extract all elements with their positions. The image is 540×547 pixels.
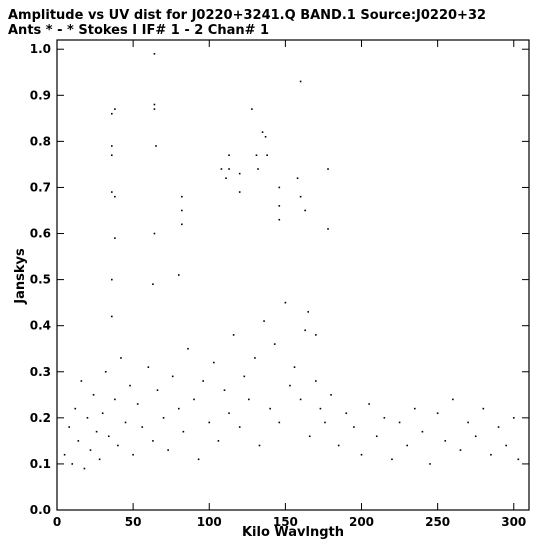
data-point [467, 422, 469, 424]
x-tick-label: 100 [196, 515, 222, 529]
data-point [198, 459, 200, 461]
data-point [327, 228, 329, 230]
data-point [141, 426, 143, 428]
data-point [111, 113, 113, 115]
data-point [114, 108, 116, 110]
data-point [483, 408, 485, 410]
data-point [178, 274, 180, 276]
plot-frame [57, 40, 529, 510]
data-point [256, 154, 258, 156]
x-tick-label: 150 [272, 515, 298, 529]
y-tick-label: 0.8 [29, 134, 51, 149]
y-tick-label: 0.0 [29, 503, 51, 517]
data-point [239, 426, 241, 428]
data-point [263, 320, 265, 322]
data-point [84, 468, 86, 470]
x-tick-label: 200 [348, 515, 375, 529]
data-point [257, 168, 259, 170]
data-point [117, 445, 119, 447]
data-point [208, 422, 210, 424]
data-point [248, 399, 250, 401]
chart-title: Amplitude vs UV dist for J0220+3241.Q BAND.1 Source:J0220+32 [8, 8, 487, 23]
data-point [87, 417, 89, 419]
data-point [300, 196, 302, 198]
data-point [307, 311, 309, 313]
data-point [155, 145, 157, 147]
data-point [391, 459, 393, 461]
data-point [111, 154, 113, 156]
data-point [315, 380, 317, 382]
y-tick-label: 0.1 [29, 456, 51, 471]
data-point [294, 366, 296, 368]
data-point [254, 357, 256, 359]
data-point [108, 435, 110, 437]
data-point [233, 334, 235, 336]
data-point [399, 422, 401, 424]
data-point [78, 440, 80, 442]
data-point [105, 371, 107, 373]
data-point [518, 459, 520, 461]
data-point [172, 376, 174, 378]
x-tick-label: 250 [425, 515, 451, 529]
y-tick-label: 0.4 [29, 318, 51, 333]
y-axis-label: Janskys [13, 248, 28, 304]
data-point [148, 366, 150, 368]
data-point [228, 412, 230, 414]
data-point [202, 380, 204, 382]
data-point [330, 394, 332, 396]
y-tick-label: 0.9 [29, 88, 51, 103]
data-point [228, 168, 230, 170]
data-point [505, 445, 507, 447]
data-point [125, 422, 127, 424]
y-tick-label: 0.2 [29, 410, 51, 425]
data-point [213, 362, 215, 364]
data-point [274, 343, 276, 345]
data-point [181, 196, 183, 198]
y-tick-label: 1.0 [29, 42, 51, 57]
data-point [71, 463, 73, 465]
data-point [444, 440, 446, 442]
data-point [154, 233, 156, 235]
data-point [154, 104, 156, 106]
data-point [157, 389, 159, 391]
data-point [96, 431, 98, 433]
data-point [262, 131, 264, 133]
data-point [414, 408, 416, 410]
data-point [406, 445, 408, 447]
data-point [376, 435, 378, 437]
data-point [81, 380, 83, 382]
y-tick-label: 0.3 [29, 364, 51, 379]
data-point [154, 53, 156, 55]
data-point [178, 408, 180, 410]
data-point [90, 449, 92, 451]
data-point [221, 168, 223, 170]
data-point [99, 459, 101, 461]
data-point [279, 422, 281, 424]
data-point [163, 417, 165, 419]
x-axis-label: Kilo Wavlngth [241, 525, 345, 540]
x-tick-label: 50 [124, 515, 142, 529]
data-point [324, 422, 326, 424]
data-point [259, 445, 261, 447]
data-point [300, 399, 302, 401]
data-point [218, 440, 220, 442]
data-point [64, 454, 66, 456]
data-point [384, 417, 386, 419]
data-point [266, 154, 268, 156]
data-point [279, 219, 281, 221]
data-point [279, 205, 281, 207]
data-point [490, 454, 492, 456]
data-point [187, 348, 189, 350]
data-point [68, 426, 70, 428]
data-point [111, 145, 113, 147]
data-point [183, 431, 185, 433]
data-point [429, 463, 431, 465]
data-point [309, 435, 311, 437]
data-point [154, 108, 156, 110]
data-point [304, 210, 306, 212]
data-point [297, 177, 299, 179]
data-point [111, 316, 113, 318]
data-point [228, 154, 230, 156]
data-point [452, 399, 454, 401]
data-point [152, 283, 154, 285]
data-point [111, 279, 113, 281]
scatter-points [64, 53, 519, 469]
x-tick-label: 0 [52, 515, 62, 529]
data-point [152, 440, 154, 442]
data-point [120, 357, 122, 359]
data-point [224, 389, 226, 391]
data-point [300, 81, 302, 83]
y-tick-label: 0.6 [29, 226, 51, 241]
data-point [243, 376, 245, 378]
data-point [475, 435, 477, 437]
data-point [137, 403, 139, 405]
data-point [114, 399, 116, 401]
data-point [74, 408, 76, 410]
data-point [368, 403, 370, 405]
data-point [315, 334, 317, 336]
data-point [437, 412, 439, 414]
x-tick-label: 300 [501, 515, 527, 529]
data-point [225, 177, 227, 179]
data-point [460, 449, 462, 451]
data-point [181, 224, 183, 226]
data-point [129, 385, 131, 387]
data-point [320, 408, 322, 410]
data-point [132, 454, 134, 456]
data-point [304, 329, 306, 331]
y-tick-label: 0.7 [29, 180, 51, 195]
axis-ticks [30, 40, 529, 529]
data-point [102, 412, 104, 414]
data-point [265, 136, 267, 138]
data-point [353, 426, 355, 428]
data-point [181, 210, 183, 212]
data-point [345, 412, 347, 414]
data-point [114, 196, 116, 198]
chart-subtitle: Ants * - * Stokes I IF# 1 - 2 Chan# 1 [8, 23, 270, 38]
data-point [279, 187, 281, 189]
data-point [269, 408, 271, 410]
data-point [251, 108, 253, 110]
data-point [114, 237, 116, 239]
data-point [422, 431, 424, 433]
data-point [289, 385, 291, 387]
data-point [111, 191, 113, 193]
y-tick-label: 0.5 [29, 272, 51, 287]
data-point [285, 302, 287, 304]
data-point [167, 449, 169, 451]
data-point [239, 191, 241, 193]
data-point [193, 399, 195, 401]
data-point [327, 168, 329, 170]
data-point [498, 426, 500, 428]
data-point [93, 394, 95, 396]
data-point [239, 173, 241, 175]
data-point [338, 445, 340, 447]
data-point [513, 417, 515, 419]
data-point [361, 454, 363, 456]
